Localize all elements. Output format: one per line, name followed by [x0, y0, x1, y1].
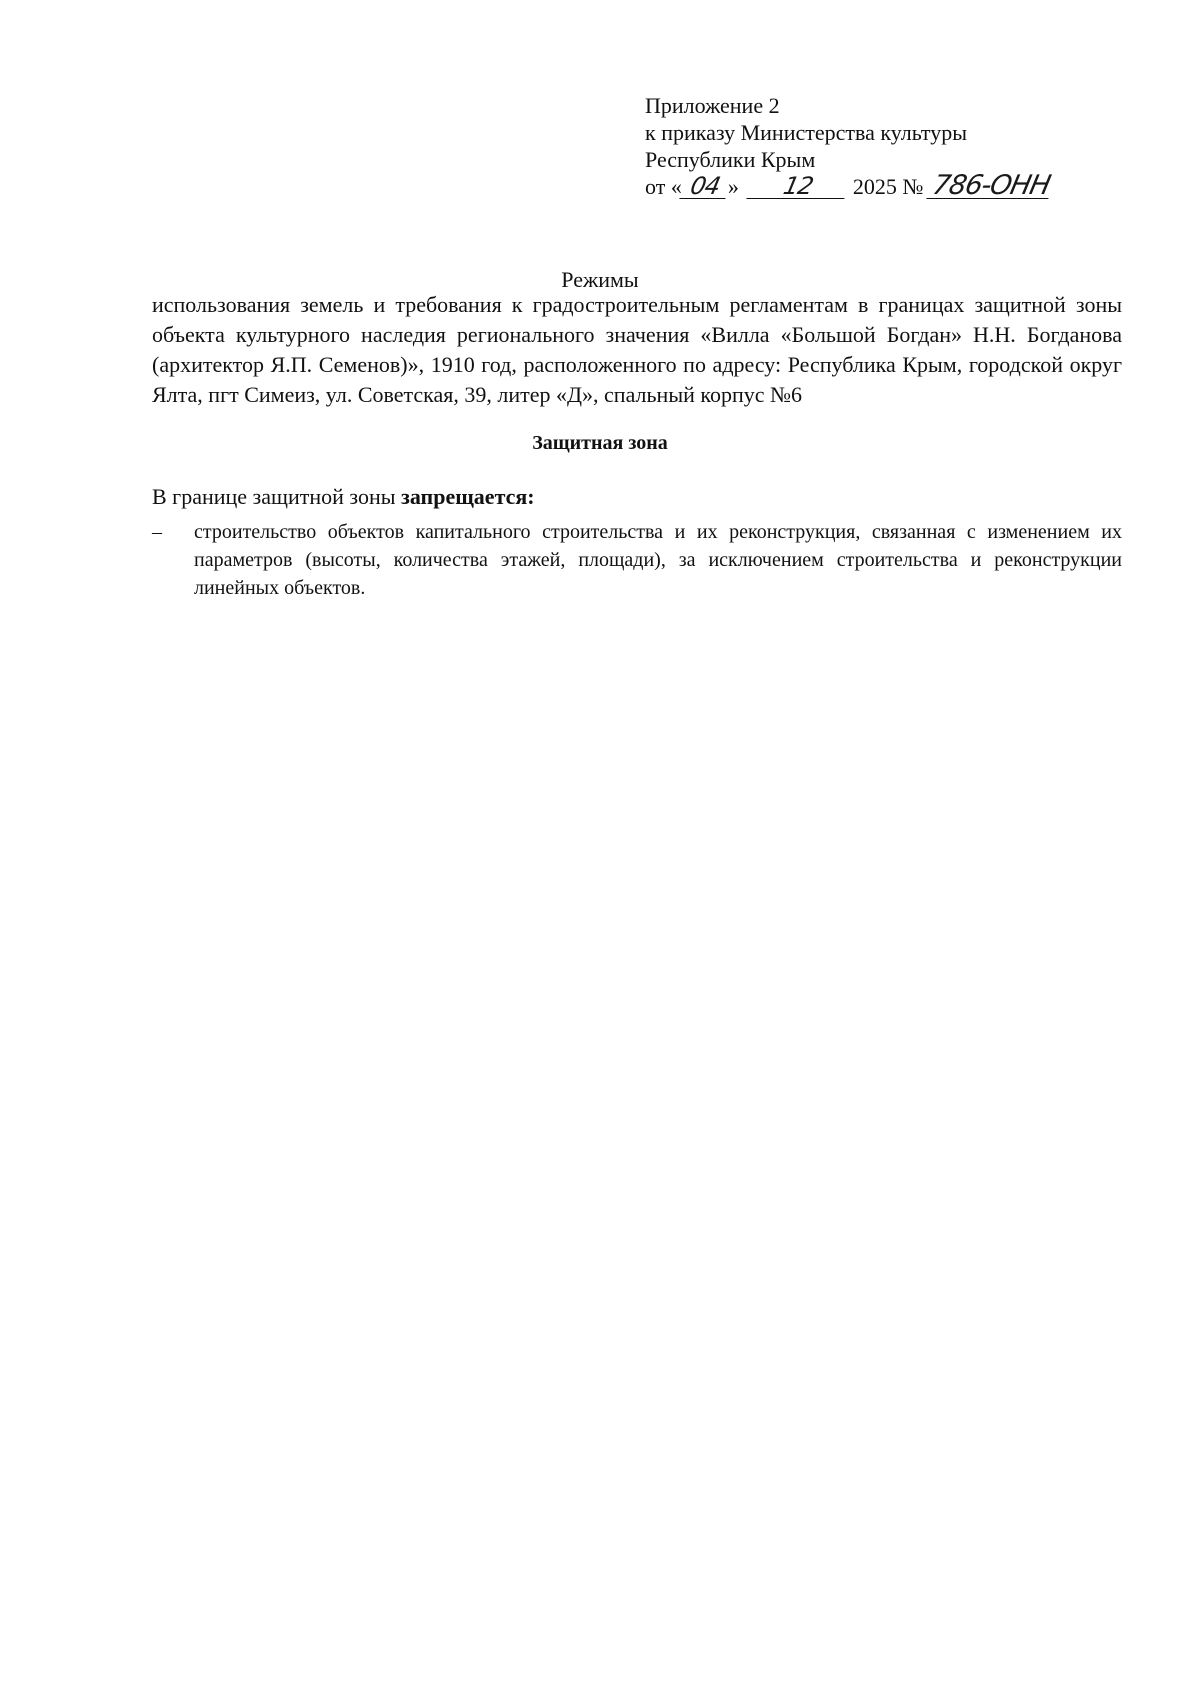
document-title: Режимы [561, 267, 639, 292]
appendix-header [645, 92, 1145, 200]
date-prefix: от « [645, 174, 682, 199]
prohibition-intro [152, 483, 535, 510]
appendix-order-reference: к приказу Министерства культуры [645, 120, 968, 145]
section-heading: Защитная зона [532, 432, 668, 454]
list-bullet: – [152, 521, 162, 543]
handwritten-order-number: 786-ОНН [927, 174, 1054, 199]
handwritten-month: 12 [746, 174, 849, 199]
prohibition-intro-text: В границе защитной зоны [152, 484, 401, 509]
date-mid: » [727, 174, 739, 199]
list-item [152, 518, 1122, 602]
appendix-date-line [645, 170, 1145, 201]
prohibition-intro-bold: запрещается: [401, 484, 535, 509]
date-year: 2025 № [852, 174, 924, 199]
prohibition-list [152, 518, 1122, 602]
document-subtitle: использования земель и требования к градостроительным регламентам в границах защитной зоны объекта культурного наследия регионального значения «Вилла «Большой Богдан» Н.Н. Богданова (архитектор Я.П. Семенов)», 1910 год, расположенного по адресу: Республика Крым, городской округ Ялта, пгт Симеиз, ул. Советская, 39, литер «Д», спальный корпус №6 [152, 292, 1122, 407]
appendix-title: Приложение 2 [645, 93, 780, 118]
appendix-republic: Республики Крым [645, 147, 816, 172]
handwritten-day: 04 [679, 174, 730, 199]
list-item-text: строительство объектов капитального строительства и их реконструкция, связанная с изменением их параметров (высоты, количества этажей, площади), за исключением строительства и реконструкции линейных объектов. [194, 521, 1122, 599]
